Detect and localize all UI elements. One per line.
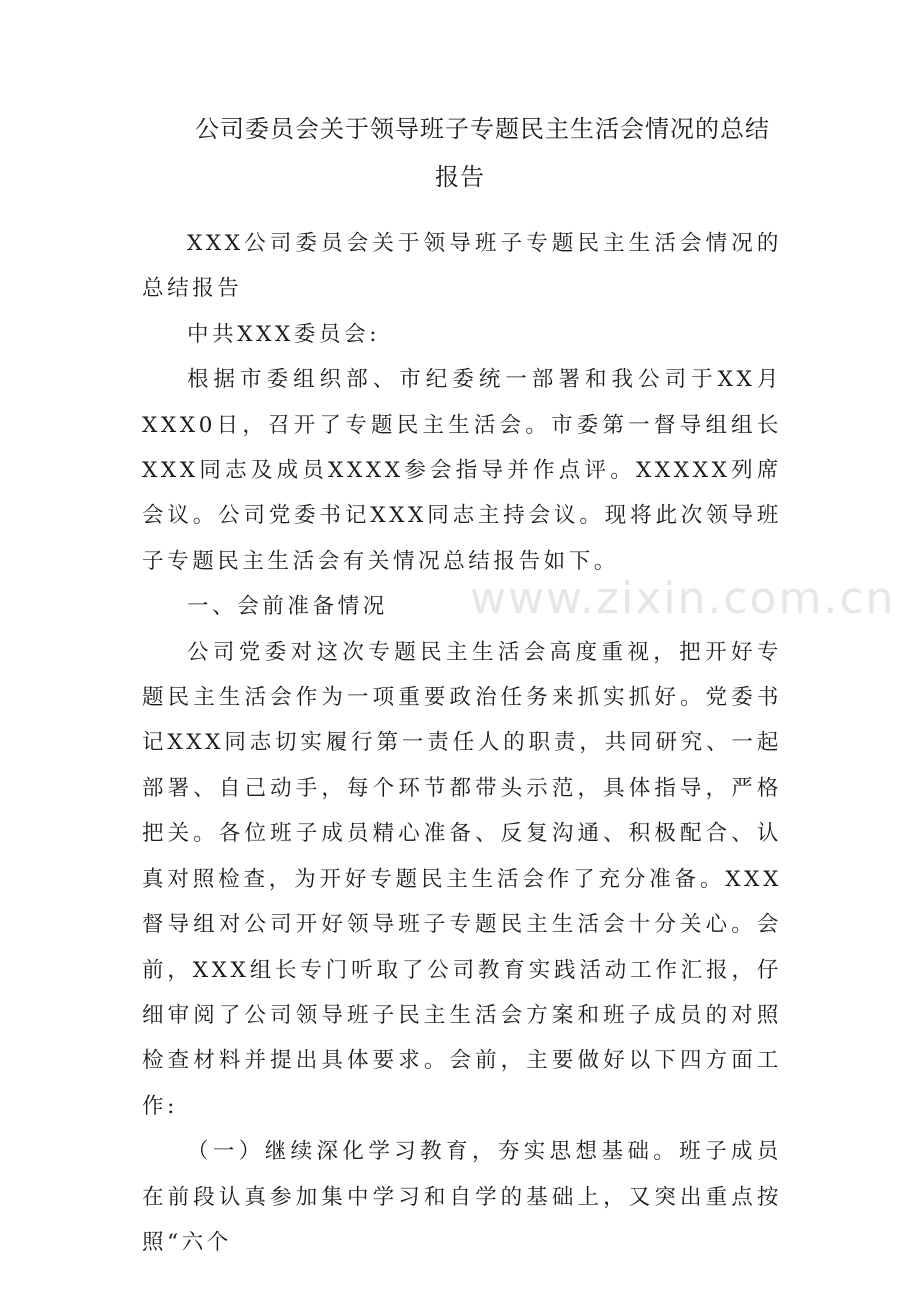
- paragraph-preparation: 公司党委对这次专题民主生活会高度重视，把开好专题民主生活会作为一项重要政治任务来抓实抓好。党委书记XXX同志切实履行第一责任人的职责，共同研究、一起部署、自己动手，每个环节都带头示范，具体指导，严格把关。各位班子成员精心准备、反复沟通、积极配合、认真对照检查，为开好专题民主生活会作了充分准备。XXX督导组对公司开好领导班子专题民主生活会十分关心。会前，XXX组长专门听取了公司教育实践活动工作汇报，仔细审阅了公司领导班子民主生活会方案和班子成员的对照检查材料并提出具体要求。会前，主要做好以下四方面工作:: [142, 639, 782, 1119]
- document-body: [142, 221, 782, 1265]
- section-heading: 一、会前准备情况: [187, 594, 388, 620]
- paragraph-intro: 根据市委组织部、市纪委统一部署和我公司于XX月XXX0日，召开了专题民主生活会。市委第一督导组组长XXX同志及成员XXXX参会指导并作点评。XXXXX列席会议。公司党委书记XXX同志主持会议。现将此次领导班子专题民主生活会有关情况总结报告如下。: [142, 367, 782, 574]
- paragraph-salutation: 中共XXX委员会:: [187, 321, 381, 347]
- document-title-line2: 报告: [435, 163, 485, 191]
- watermark: www.zixin.com.cn: [470, 573, 896, 624]
- paragraph-heading: XXX公司委员会关于领导班子专题民主生活会情况的总结报告: [142, 231, 782, 302]
- document-title-line1: 公司委员会关于领导班子专题民主生活会情况的总结: [195, 115, 770, 143]
- paragraph-item-1: （一）继续深化学习教育，夯实思想基础。班子成员在前段认真参加集中学习和自学的基础上，又突出重点按照“六个: [142, 1139, 782, 1255]
